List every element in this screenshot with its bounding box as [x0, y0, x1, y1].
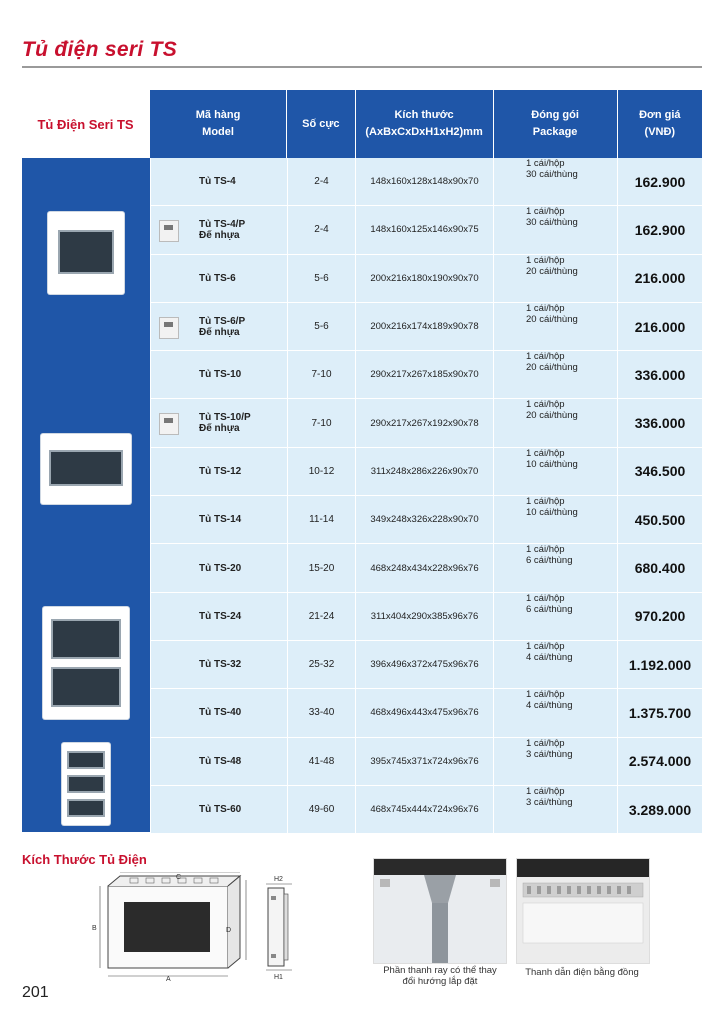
table-row [150, 351, 702, 399]
cell-package [493, 689, 617, 737]
package-carton: 3 cái/thùng [526, 796, 573, 808]
cell-dimensions: 148x160x128x148x90x70 [355, 158, 493, 206]
cell-dimensions: 311x248x286x226x90x70 [355, 448, 493, 496]
cell-package [493, 496, 617, 544]
cell-poles: 7-10 [287, 399, 355, 447]
cell-model [150, 351, 287, 399]
header-poles [286, 90, 355, 158]
rail-photo [373, 858, 507, 964]
cell-poles: 33-40 [287, 689, 355, 737]
header-pack-en: Package [532, 126, 578, 138]
cabinet-image-small [22, 158, 150, 348]
cabinet-image-double [22, 590, 150, 735]
cell-package [493, 738, 617, 786]
busbar-photo-caption [512, 967, 652, 978]
cabinet-triple-icon [62, 743, 110, 825]
cell-poles: 49-60 [287, 786, 355, 834]
table-row [150, 544, 702, 592]
dim-label-d: D [226, 927, 232, 934]
table-row [150, 255, 702, 303]
cell-poles: 2-4 [287, 158, 355, 206]
package-carton: 6 cái/thùng [526, 603, 573, 615]
package-box: 1 cái/hộp [526, 544, 565, 556]
cell-model [150, 206, 287, 254]
package-box: 1 cái/hộp [526, 640, 565, 652]
plastic-base-cabinet-icon [159, 220, 179, 242]
cell-price: 346.500 [617, 448, 702, 496]
model-name: Tủ TS-10/P [199, 412, 251, 424]
cell-price: 336.000 [617, 351, 702, 399]
cell-price: 1.375.700 [617, 689, 702, 737]
package-box: 1 cái/hộp [526, 447, 565, 459]
cell-poles: 5-6 [287, 255, 355, 303]
rail-photo-image [374, 859, 506, 963]
cabinet-medium-icon [41, 434, 131, 504]
cell-model [150, 738, 287, 786]
cell-price: 1.192.000 [617, 641, 702, 689]
model-name: Tủ TS-40 [199, 707, 242, 719]
package-carton: 6 cái/thùng [526, 555, 573, 567]
rail-photo-caption [370, 965, 510, 987]
cell-price: 450.500 [617, 496, 702, 544]
table-row [150, 303, 702, 351]
dim-label-h1: H1 [274, 974, 283, 981]
model-name: Tủ TS-4/P [199, 218, 246, 230]
package-box: 1 cái/hộp [526, 785, 565, 797]
package-carton: 10 cái/thùng [526, 507, 578, 519]
page-title: Tủ điện seri TS [22, 38, 178, 61]
dim-label-a: A [166, 976, 171, 982]
package-carton: 4 cái/thùng [526, 651, 573, 663]
header-price [617, 90, 702, 158]
cell-dimensions: 311x404x290x385x96x76 [355, 593, 493, 641]
cell-dimensions: 468x248x434x228x96x76 [355, 544, 493, 592]
cell-dimensions: 468x745x444x724x96x76 [355, 786, 493, 834]
package-box: 1 cái/hộp [526, 737, 565, 749]
dim-label-c: C [176, 874, 182, 881]
cell-poles: 5-6 [287, 303, 355, 351]
package-box: 1 cái/hộp [526, 206, 565, 218]
header-model [149, 90, 286, 158]
cell-dimensions: 349x248x326x228x90x70 [355, 496, 493, 544]
model-sub: Đế nhựa [199, 229, 240, 241]
package-carton: 20 cái/thùng [526, 362, 578, 374]
package-box: 1 cái/hộp [526, 254, 565, 266]
header-model-vi: Mã hàng [195, 109, 241, 121]
model-name: Tủ TS-6 [199, 272, 236, 284]
product-table [22, 90, 702, 834]
header-model-en: Model [202, 126, 234, 138]
package-carton: 3 cái/thùng [526, 748, 573, 760]
table-row [150, 786, 702, 834]
cell-poles: 7-10 [287, 351, 355, 399]
cell-model [150, 255, 287, 303]
busbar-photo [516, 858, 650, 964]
cabinet-dimension-diagram [90, 872, 250, 982]
cell-poles: 2-4 [287, 206, 355, 254]
header-pack-vi: Đóng gói [531, 109, 579, 121]
cell-model [150, 399, 287, 447]
plastic-base-cabinet-icon [159, 413, 179, 435]
cell-price: 162.900 [617, 206, 702, 254]
header-poles-vi: Số cực [302, 117, 340, 130]
cell-package [493, 399, 617, 447]
package-carton: 20 cái/thùng [526, 313, 578, 325]
cell-package [493, 641, 617, 689]
cell-price: 3.289.000 [617, 786, 702, 834]
model-name: Tủ TS-24 [199, 610, 242, 622]
model-name: Tủ TS-4 [199, 176, 236, 188]
cell-package [493, 255, 617, 303]
model-sub: Đế nhựa [199, 423, 240, 435]
cell-dimensions: 200x216x180x190x90x70 [355, 255, 493, 303]
cell-model [150, 448, 287, 496]
cabinet-double-icon [43, 607, 129, 719]
package-box: 1 cái/hộp [526, 496, 565, 508]
cabinet-small-icon [48, 212, 124, 294]
model-name: Tủ TS-14 [199, 514, 242, 526]
cell-poles: 25-32 [287, 641, 355, 689]
model-sub: Đế nhựa [199, 326, 240, 338]
table-row [150, 399, 702, 447]
table-row [150, 593, 702, 641]
cell-package [493, 593, 617, 641]
cell-poles: 21-24 [287, 593, 355, 641]
page-number: 201 [22, 984, 49, 1001]
section-label: Tủ Điện Seri TS [37, 116, 134, 132]
model-name: Tủ TS-48 [199, 755, 242, 767]
package-box: 1 cái/hộp [526, 302, 565, 314]
header-dimensions [355, 90, 493, 158]
cell-model [150, 158, 287, 206]
cabinet-side-diagram [262, 872, 296, 982]
package-box: 1 cái/hộp [526, 158, 565, 169]
cell-dimensions: 396x496x372x475x96x76 [355, 641, 493, 689]
package-box: 1 cái/hộp [526, 399, 565, 411]
package-carton: 4 cái/thùng [526, 700, 573, 712]
table-row [150, 206, 702, 254]
rail-caption-line2: đổi hướng lắp đặt [402, 976, 478, 987]
package-box: 1 cái/hộp [526, 592, 565, 604]
header-dim-vi: Kích thước [394, 109, 454, 121]
cell-package [493, 448, 617, 496]
table-header [22, 90, 702, 158]
rail-caption-line1: Phần thanh ray có thể thay [383, 965, 497, 976]
cell-dimensions: 395x745x371x724x96x76 [355, 738, 493, 786]
model-name: Tủ TS-10 [199, 369, 242, 381]
cell-poles: 10-12 [287, 448, 355, 496]
dimensions-title: Kích Thước Tủ Điện [22, 852, 147, 867]
table-row [150, 641, 702, 689]
cell-price: 216.000 [617, 255, 702, 303]
cell-price: 2.574.000 [617, 738, 702, 786]
cell-price: 680.400 [617, 544, 702, 592]
cell-package [493, 158, 617, 206]
cell-dimensions: 290x217x267x185x90x70 [355, 351, 493, 399]
cell-package [493, 544, 617, 592]
cell-model [150, 496, 287, 544]
model-name: Tủ TS-12 [199, 465, 242, 477]
table-row [150, 158, 702, 206]
busbar-caption-line1: Thanh dẫn điện bằng đồng [525, 967, 639, 978]
model-name: Tủ TS-60 [199, 804, 242, 815]
table-row [150, 496, 702, 544]
table-row [150, 448, 702, 496]
header-price-vi: Đơn giá [639, 109, 681, 121]
cell-package [493, 206, 617, 254]
cell-price: 970.200 [617, 593, 702, 641]
model-name: Tủ TS-6/P [199, 315, 246, 327]
package-box: 1 cái/hộp [526, 351, 565, 363]
cell-model [150, 786, 287, 834]
dim-label-h2: H2 [274, 876, 283, 883]
table-body [22, 158, 702, 834]
cell-poles: 15-20 [287, 544, 355, 592]
cell-price: 216.000 [617, 303, 702, 351]
package-box: 1 cái/hộp [526, 689, 565, 701]
package-carton: 30 cái/thùng [526, 217, 578, 229]
header-price-en: (VNĐ) [644, 126, 676, 138]
plastic-base-cabinet-icon [159, 317, 179, 339]
cell-model [150, 544, 287, 592]
cell-dimensions: 290x217x267x192x90x78 [355, 399, 493, 447]
package-carton: 20 cái/thùng [526, 410, 578, 422]
cell-dimensions: 200x216x174x189x90x78 [355, 303, 493, 351]
cell-dimensions: 468x496x443x475x96x76 [355, 689, 493, 737]
cell-poles: 11-14 [287, 496, 355, 544]
title-divider [22, 66, 702, 68]
package-carton: 10 cái/thùng [526, 458, 578, 470]
cell-dimensions: 148x160x125x146x90x75 [355, 206, 493, 254]
cell-package [493, 303, 617, 351]
cell-model [150, 689, 287, 737]
header-package [493, 90, 617, 158]
cell-price: 336.000 [617, 399, 702, 447]
cabinet-image-triple [22, 735, 150, 832]
dim-label-b: B [92, 925, 97, 932]
header-dim-en: (AxBxCxDxH1xH2)mm [365, 126, 483, 138]
cell-model [150, 593, 287, 641]
package-carton: 30 cái/thùng [526, 169, 578, 180]
cell-package [493, 786, 617, 834]
cell-price: 162.900 [617, 158, 702, 206]
table-row [150, 738, 702, 786]
table-row [150, 689, 702, 737]
busbar-photo-image [517, 859, 649, 963]
cell-model [150, 641, 287, 689]
cell-model [150, 303, 287, 351]
package-carton: 20 cái/thùng [526, 265, 578, 277]
cabinet-image-medium [22, 348, 150, 590]
model-name: Tủ TS-20 [199, 562, 242, 574]
model-name: Tủ TS-32 [199, 659, 242, 671]
cell-package [493, 351, 617, 399]
cell-poles: 41-48 [287, 738, 355, 786]
